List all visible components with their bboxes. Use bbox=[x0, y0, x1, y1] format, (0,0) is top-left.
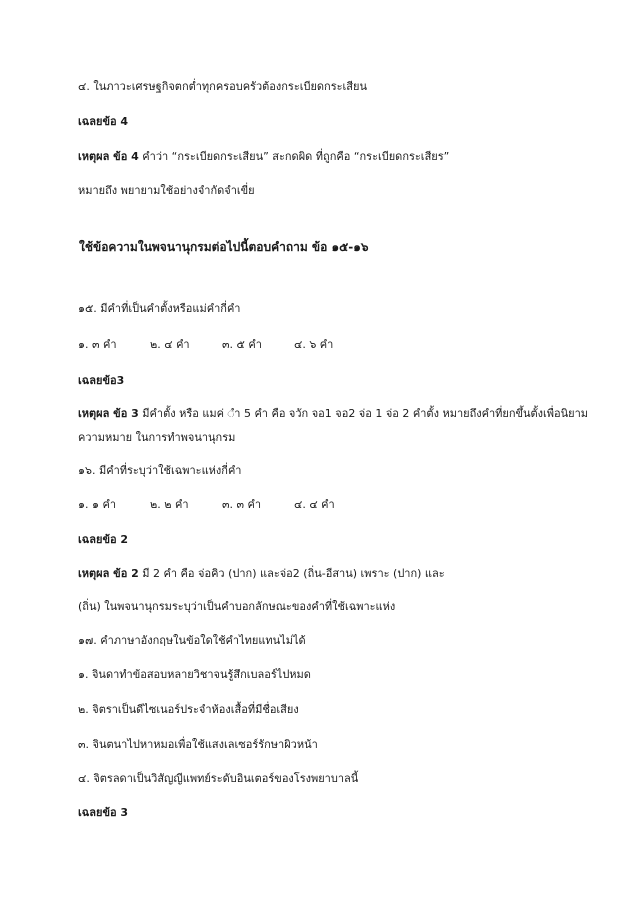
q15-option-3: ๓. ๕ คำ bbox=[222, 338, 262, 351]
q17-option-2: ๒. จิตราเป็นดีไซเนอร์ประจำห้องเสื้อที่มีชื่อเสียง bbox=[78, 703, 299, 716]
reason-4 bbox=[78, 150, 449, 164]
answer-2-label: เฉลยข้อ 2 bbox=[78, 533, 129, 546]
reason-2-text: มี 2 คำ คือ จ่อคิว (ปาก) และจ่อ2 (ถิ่น-อีสาน) เพราะ (ปาก) และ bbox=[138, 567, 445, 580]
question-16: ๑๖. มีคำที่ระบุว่าใช้เฉพาะแห่งกี่คำ bbox=[78, 464, 242, 477]
reason-3 bbox=[78, 407, 588, 421]
q15-option-4: ๔. ๖ คำ bbox=[294, 338, 334, 351]
question-16-options bbox=[78, 498, 366, 512]
q16-option-4: ๔. ๔ คำ bbox=[294, 498, 335, 511]
q16-option-2: ๒. ๒ คำ bbox=[150, 498, 189, 511]
reason-4-text: คำว่า “กระเบียดกระเสียน” สะกดผิด ที่ถูกคือ “กระเบียดกระเสียร” bbox=[138, 150, 450, 163]
answer-3-label: เฉลยข้อ3 bbox=[78, 374, 125, 387]
q16-option-1: ๑. ๑ คำ bbox=[78, 498, 116, 511]
q15-option-2: ๒. ๔ คำ bbox=[150, 338, 190, 351]
question-15: ๑๕. มีคำที่เป็นคำตั้งหรือแม่คำกี่คำ bbox=[78, 302, 241, 315]
answer-3-label-2: เฉลยข้อ 3 bbox=[78, 806, 129, 819]
q15-option-1: ๑. ๓ คำ bbox=[78, 338, 117, 351]
reason-4-continuation: หมายถึง พยายามใช้อย่างจำกัดจำเขี่ย bbox=[78, 184, 255, 197]
reason-3-continuation: ความหมาย ในการทำพจนานุกรม bbox=[78, 431, 236, 444]
question-15-options bbox=[78, 338, 366, 352]
q17-option-1: ๑. จินดาทำข้อสอบหลายวิชาจนรู้สึกเบลอร์ไปหมด bbox=[78, 668, 311, 681]
q16-option-3: ๓. ๓ คำ bbox=[222, 498, 262, 511]
q17-option-3: ๓. จินตนาไปหาหมอเพื่อใช้แสงเลเซอร์รักษาผิวหน้า bbox=[78, 738, 318, 751]
q14-option-4: ๔. ในภาวะเศรษฐกิจตกต่ำทุกครอบครัวต้องกระเบียดกระเสียน bbox=[78, 80, 367, 93]
answer-4-label: เฉลยข้อ 4 bbox=[78, 115, 129, 128]
reason-2 bbox=[78, 567, 445, 581]
reason-2-lead: เหตุผล ข้อ 2 bbox=[78, 567, 139, 580]
reason-3-lead: เหตุผล ข้อ 3 bbox=[78, 407, 139, 420]
reason-2-continuation: (ถิ่น) ในพจนานุกรมระบุว่าเป็นคำบอกลักษณะของคำที่ใช้เฉพาะแห่ง bbox=[78, 600, 396, 613]
q17-option-4: ๔. จิตรลดาเป็นวิสัญญีแพทย์ระดับอินเตอร์ของโรงพยาบาลนี้ bbox=[78, 772, 359, 785]
reason-3-text: มีคำตั้ง หรือ แมค่ ◌ำ 5 คำ คือ จวัก จอ1 จอ2 จ่อ 1 จ่อ 2 คำตั้ง หมายถึงคำที่ยกขึ้นตั้งเพื่อนิยาม bbox=[138, 407, 589, 420]
reason-4-lead: เหตุผล ข้อ 4 bbox=[78, 150, 139, 163]
question-17: ๑๗. คำภาษาอังกฤษในข้อใดใช้คำไทยแทนไม่ได้ bbox=[78, 634, 306, 647]
section-heading: ใช้ข้อความในพจนานุกรมต่อไปนี้ตอบคำถาม ข้อ ๑๕-๑๖ bbox=[79, 240, 369, 254]
